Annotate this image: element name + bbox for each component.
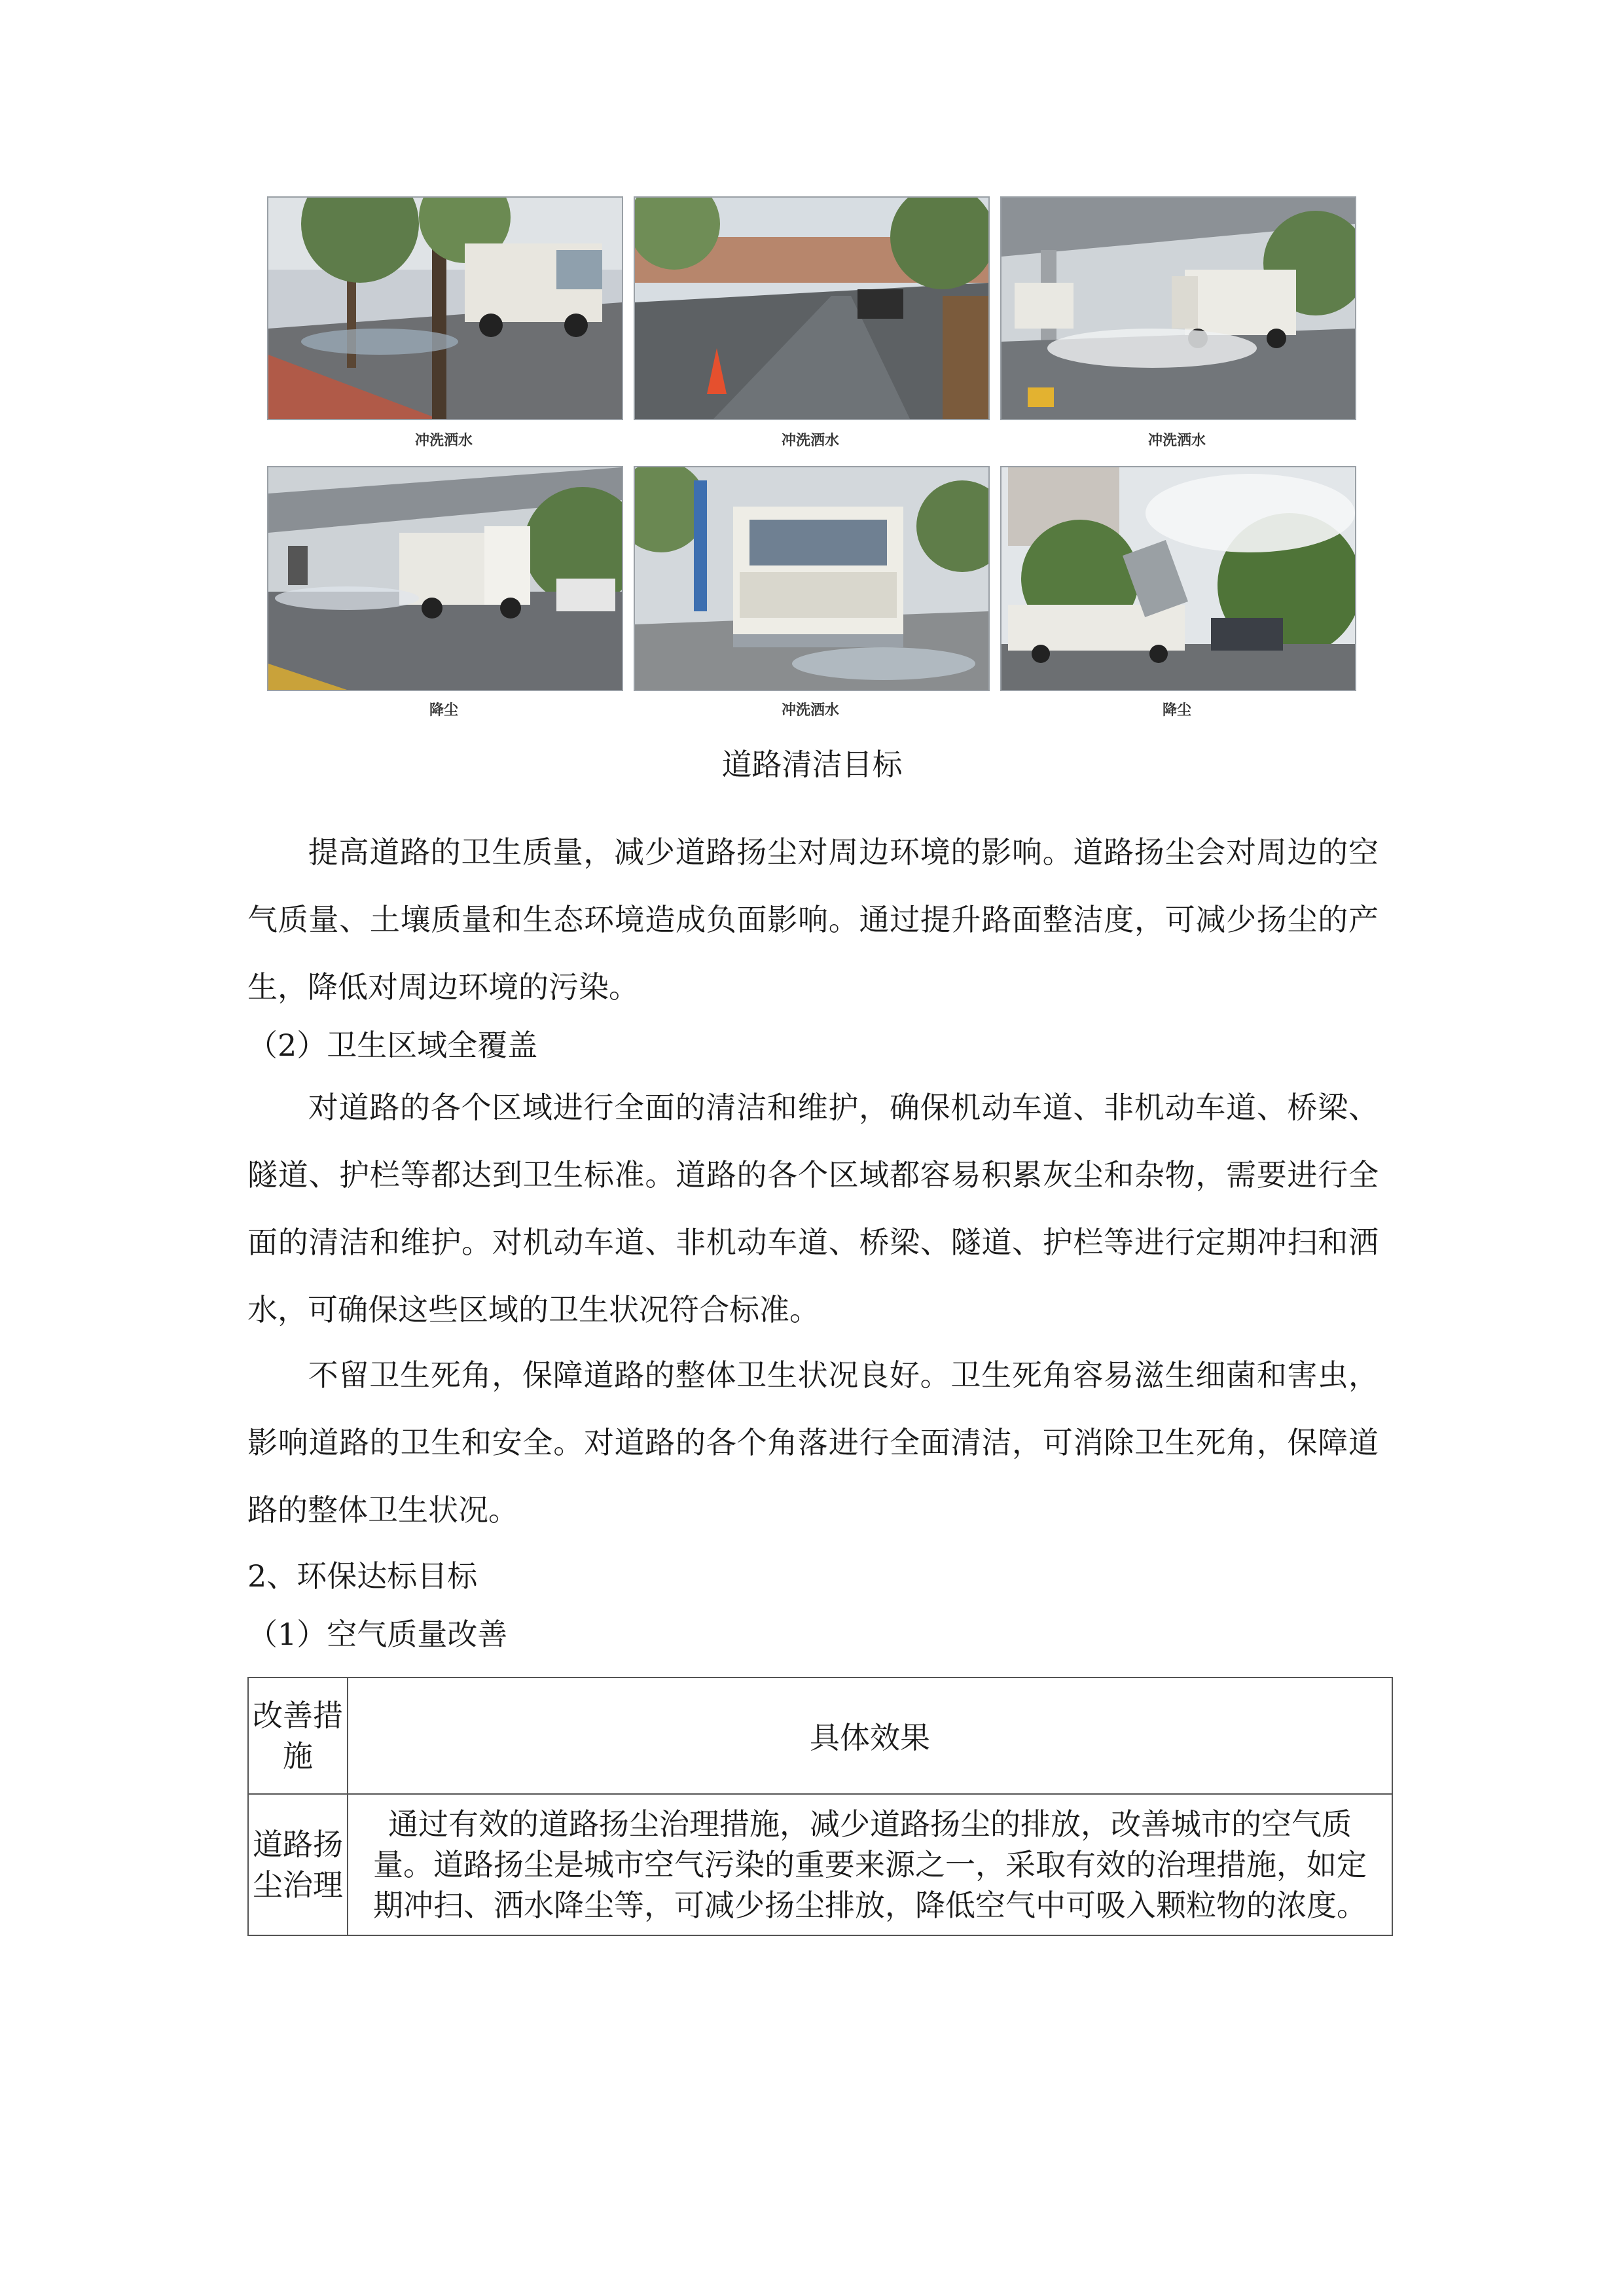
photo-dust-suppression [267,466,623,691]
section-heading-air-quality: （1）空气质量改善 [247,1617,508,1652]
photo-caption: 降尘 [1162,702,1191,719]
photo-caption: 冲洗洒水 [414,433,473,449]
photo-road-watering [634,196,990,420]
section-heading-env-targets: 2、环保达标目标 [247,1558,478,1594]
photo-street-flushing [267,196,623,420]
paragraph-road-quality [247,819,1379,1021]
overpass-sprinkler-photo [1001,198,1355,419]
photo-caption: 冲洗洒水 [781,702,839,719]
table-row [248,1794,1392,1935]
table-header-measure: 改善措施 [248,1677,348,1794]
table-cell-measure: 道路扬尘治理 [248,1794,348,1935]
road-watering-photo [635,198,988,419]
photo-fog-cannon [1000,466,1356,691]
photo-caption: 降尘 [429,702,458,719]
paragraph-text: 提高道路的卫生质量，减少道路扬尘对周边环境的影响。道路扬尘会对周边的空气质量、土壤质量和生态环境造成负面影响。通过提升路面整洁度，可减少扬尘的产生，降低对周边环境的污染。 [247,834,1379,1005]
front-sprinkler-truck-photo [635,467,988,690]
photo-front-sprinkler [634,466,990,691]
paragraph-text: 不留卫生死角，保障道路的整体卫生状况良好。卫生死角容易滋生细菌和害虫，影响道路的卫生和安全。对道路的各个角落进行全面清洁，可消除卫生死角，保障道路的整体卫生状况。 [247,1357,1379,1528]
photo-caption: 冲洗洒水 [781,433,839,449]
dust-suppression-truck-photo [268,467,622,690]
table-header-row [248,1677,1392,1794]
paragraph-text: 对道路的各个区域进行全面的清洁和维护，确保机动车道、非机动车道、桥梁、隧道、护栏等都达到卫生标准。道路的各个区域都容易积累灰尘和杂物，需要进行全面的清洁和维护。对机动车道、非机动车道、桥梁、隧道、护栏等进行定期冲扫和洒水，可确保这些区域的卫生状况符合标准。 [247,1090,1379,1327]
section-heading-coverage: （2）卫生区域全覆盖 [247,1028,538,1063]
air-quality-table [247,1677,1393,1936]
fog-cannon-truck-photo [1001,467,1355,690]
photo-caption: 冲洗洒水 [1147,433,1206,449]
figure-caption: 道路清洁目标 [721,747,903,782]
street-flushing-truck-photo [268,198,622,419]
table-cell-effect: 通过有效的道路扬尘治理措施，减少道路扬尘的排放，改善城市的空气质量。道路扬尘是城市空气污染的重要来源之一，采取有效的治理措施，如定期冲扫、洒水降尘等，可减少扬尘排放，降低空气中可吸入颗粒物的浓度。 [348,1794,1392,1935]
table-header-effect: 具体效果 [348,1677,1392,1794]
paragraph-area-coverage [247,1074,1379,1344]
paragraph-no-dead-corners [247,1342,1379,1544]
photo-overpass-sprinkler [1000,196,1356,420]
